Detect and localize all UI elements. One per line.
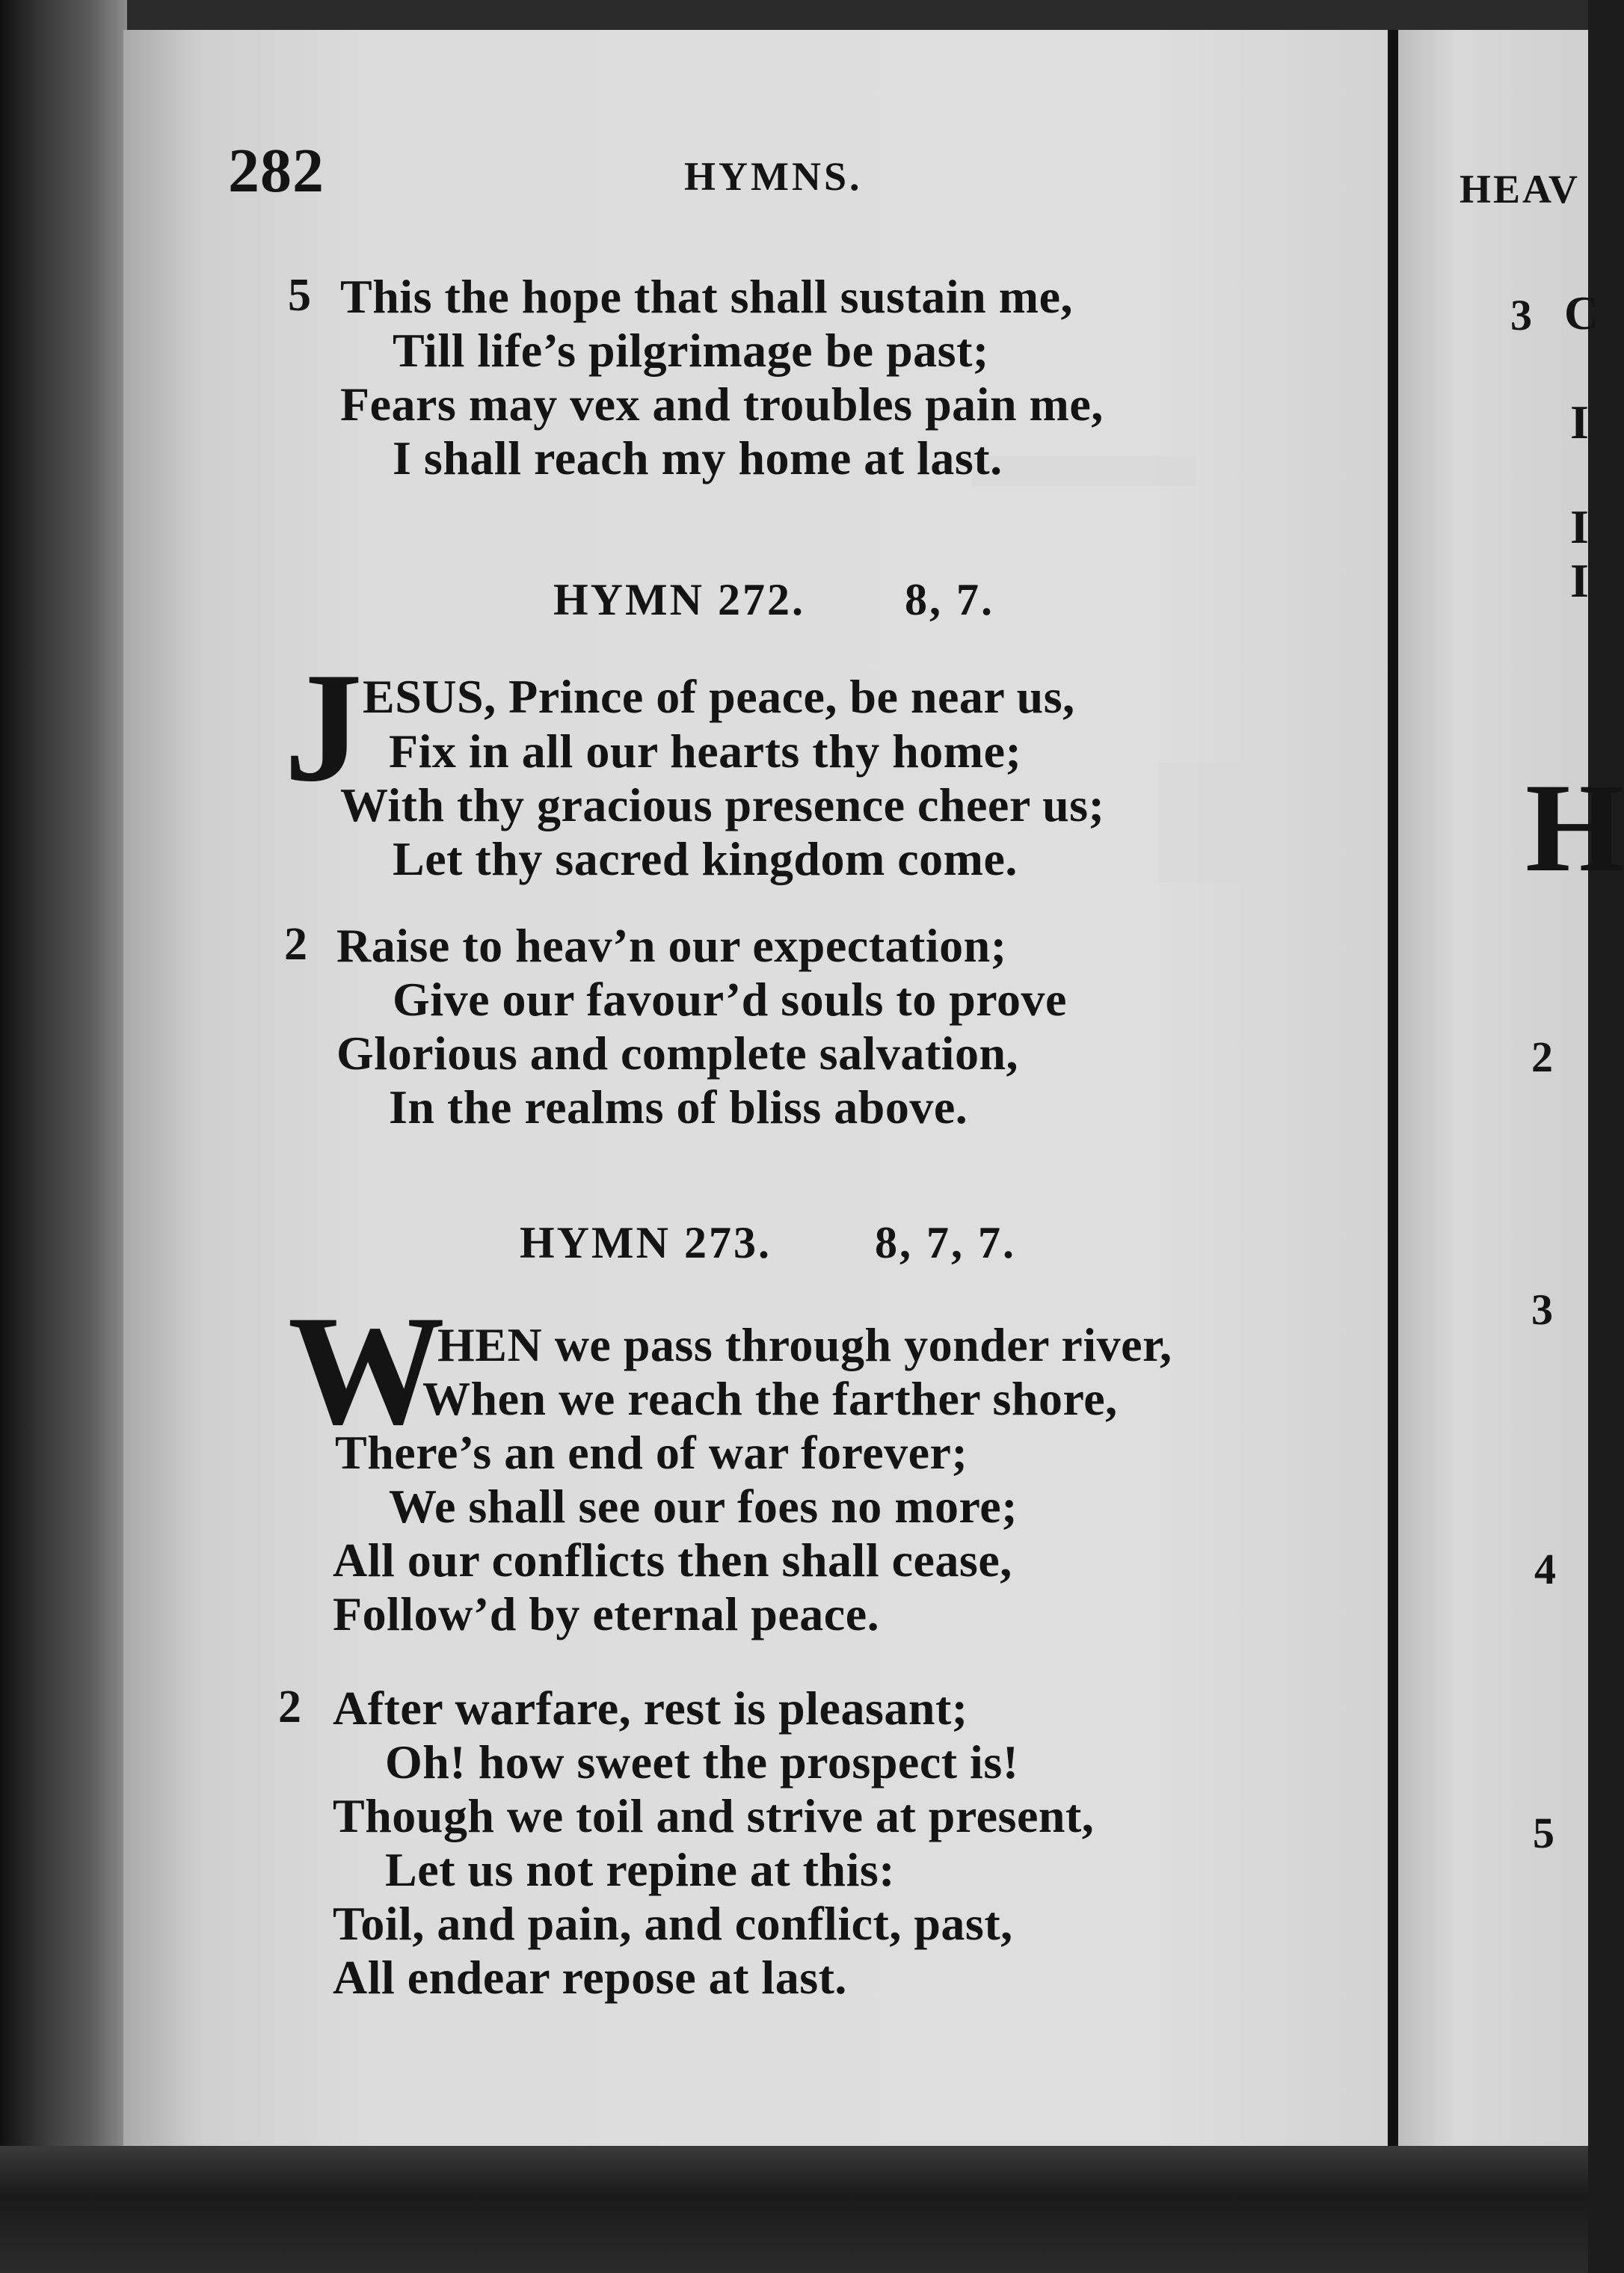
verse-line: Fix in all our hearts thy home; — [389, 725, 1022, 778]
right-line-fragment: I — [1570, 396, 1589, 449]
show-through-ghost — [1159, 763, 1294, 882]
verse-number: 2 — [278, 1682, 301, 1732]
right-verse-number: 4 — [1534, 1545, 1556, 1593]
verse-line: Glorious and complete salvation, — [336, 1027, 1019, 1080]
verse-line: Though we toil and strive at present, — [333, 1789, 1095, 1842]
right-drop-cap: H — [1525, 757, 1624, 898]
verse-line: Give our favour’d souls to prove — [393, 973, 1067, 1026]
hymn-heading: HYMN 272. — [553, 575, 805, 624]
page-gutter — [1388, 30, 1398, 2146]
verse-line: I shall reach my home at last. — [393, 431, 1003, 485]
right-verse-number: 5 — [1533, 1809, 1554, 1857]
verse-line: Let us not repine at this: — [385, 1843, 896, 1896]
binding-shadow — [0, 0, 127, 2273]
verse-line: After warfare, rest is pleasant; — [333, 1682, 968, 1735]
verse-line: When we reach the farther shore, — [422, 1372, 1118, 1425]
verse-number: 2 — [284, 919, 307, 970]
verse-line: This the hope that shall sustain me, — [340, 270, 1073, 323]
verse-line: We shall see our foes no more; — [389, 1480, 1018, 1533]
right-verse-number: 3 — [1510, 291, 1532, 339]
verse-line: Follow’d by eternal peace. — [333, 1587, 880, 1640]
verse-line: All endear repose at last. — [333, 1951, 847, 2004]
verse-line: Oh! how sweet the prospect is! — [385, 1735, 1019, 1788]
verse-line: Raise to heav’n our expectation; — [336, 919, 1007, 972]
right-line-fragment: I — [1570, 554, 1589, 607]
right-running-head: HEAV — [1460, 167, 1581, 212]
scan-bottom-edge — [0, 2146, 1588, 2273]
verse-line: Toil, and pain, and conflict, past, — [333, 1897, 1013, 1950]
verse-number: 5 — [288, 270, 311, 321]
hymn-first-line: HEN we pass through yonder river, — [437, 1318, 1172, 1371]
verse-line: In the realms of bliss above. — [389, 1080, 968, 1134]
right-page — [1398, 30, 1588, 2146]
right-verse-number: 3 — [1531, 1285, 1553, 1334]
hymn-meter: 8, 7, 7. — [875, 1218, 1016, 1267]
hymn-meter: 8, 7. — [905, 575, 994, 624]
verse-line: Fears may vex and troubles pain me, — [340, 378, 1104, 431]
running-head: HYMNS. — [684, 154, 863, 199]
verse-line: Let thy sacred kingdom come. — [393, 832, 1018, 885]
right-line-fragment: I — [1570, 500, 1589, 553]
show-through-ghost — [972, 456, 1196, 486]
hymn-first-line: ESUS, Prince of peace, be near us, — [363, 670, 1075, 723]
page-number: 282 — [228, 136, 325, 206]
right-verse-number: 2 — [1531, 1033, 1553, 1081]
right-line-fragment: C — [1564, 286, 1599, 339]
verse-line: All our conflicts then shall cease, — [333, 1534, 1012, 1587]
verse-line: There’s an end of war forever; — [335, 1426, 968, 1479]
verse-line: Till life’s pilgrimage be past; — [393, 324, 989, 377]
hymn-heading: HYMN 273. — [520, 1218, 772, 1267]
verse-line: With thy gracious presence cheer us; — [340, 778, 1105, 831]
drop-cap: W — [288, 1284, 445, 1457]
drop-cap: J — [284, 641, 363, 814]
